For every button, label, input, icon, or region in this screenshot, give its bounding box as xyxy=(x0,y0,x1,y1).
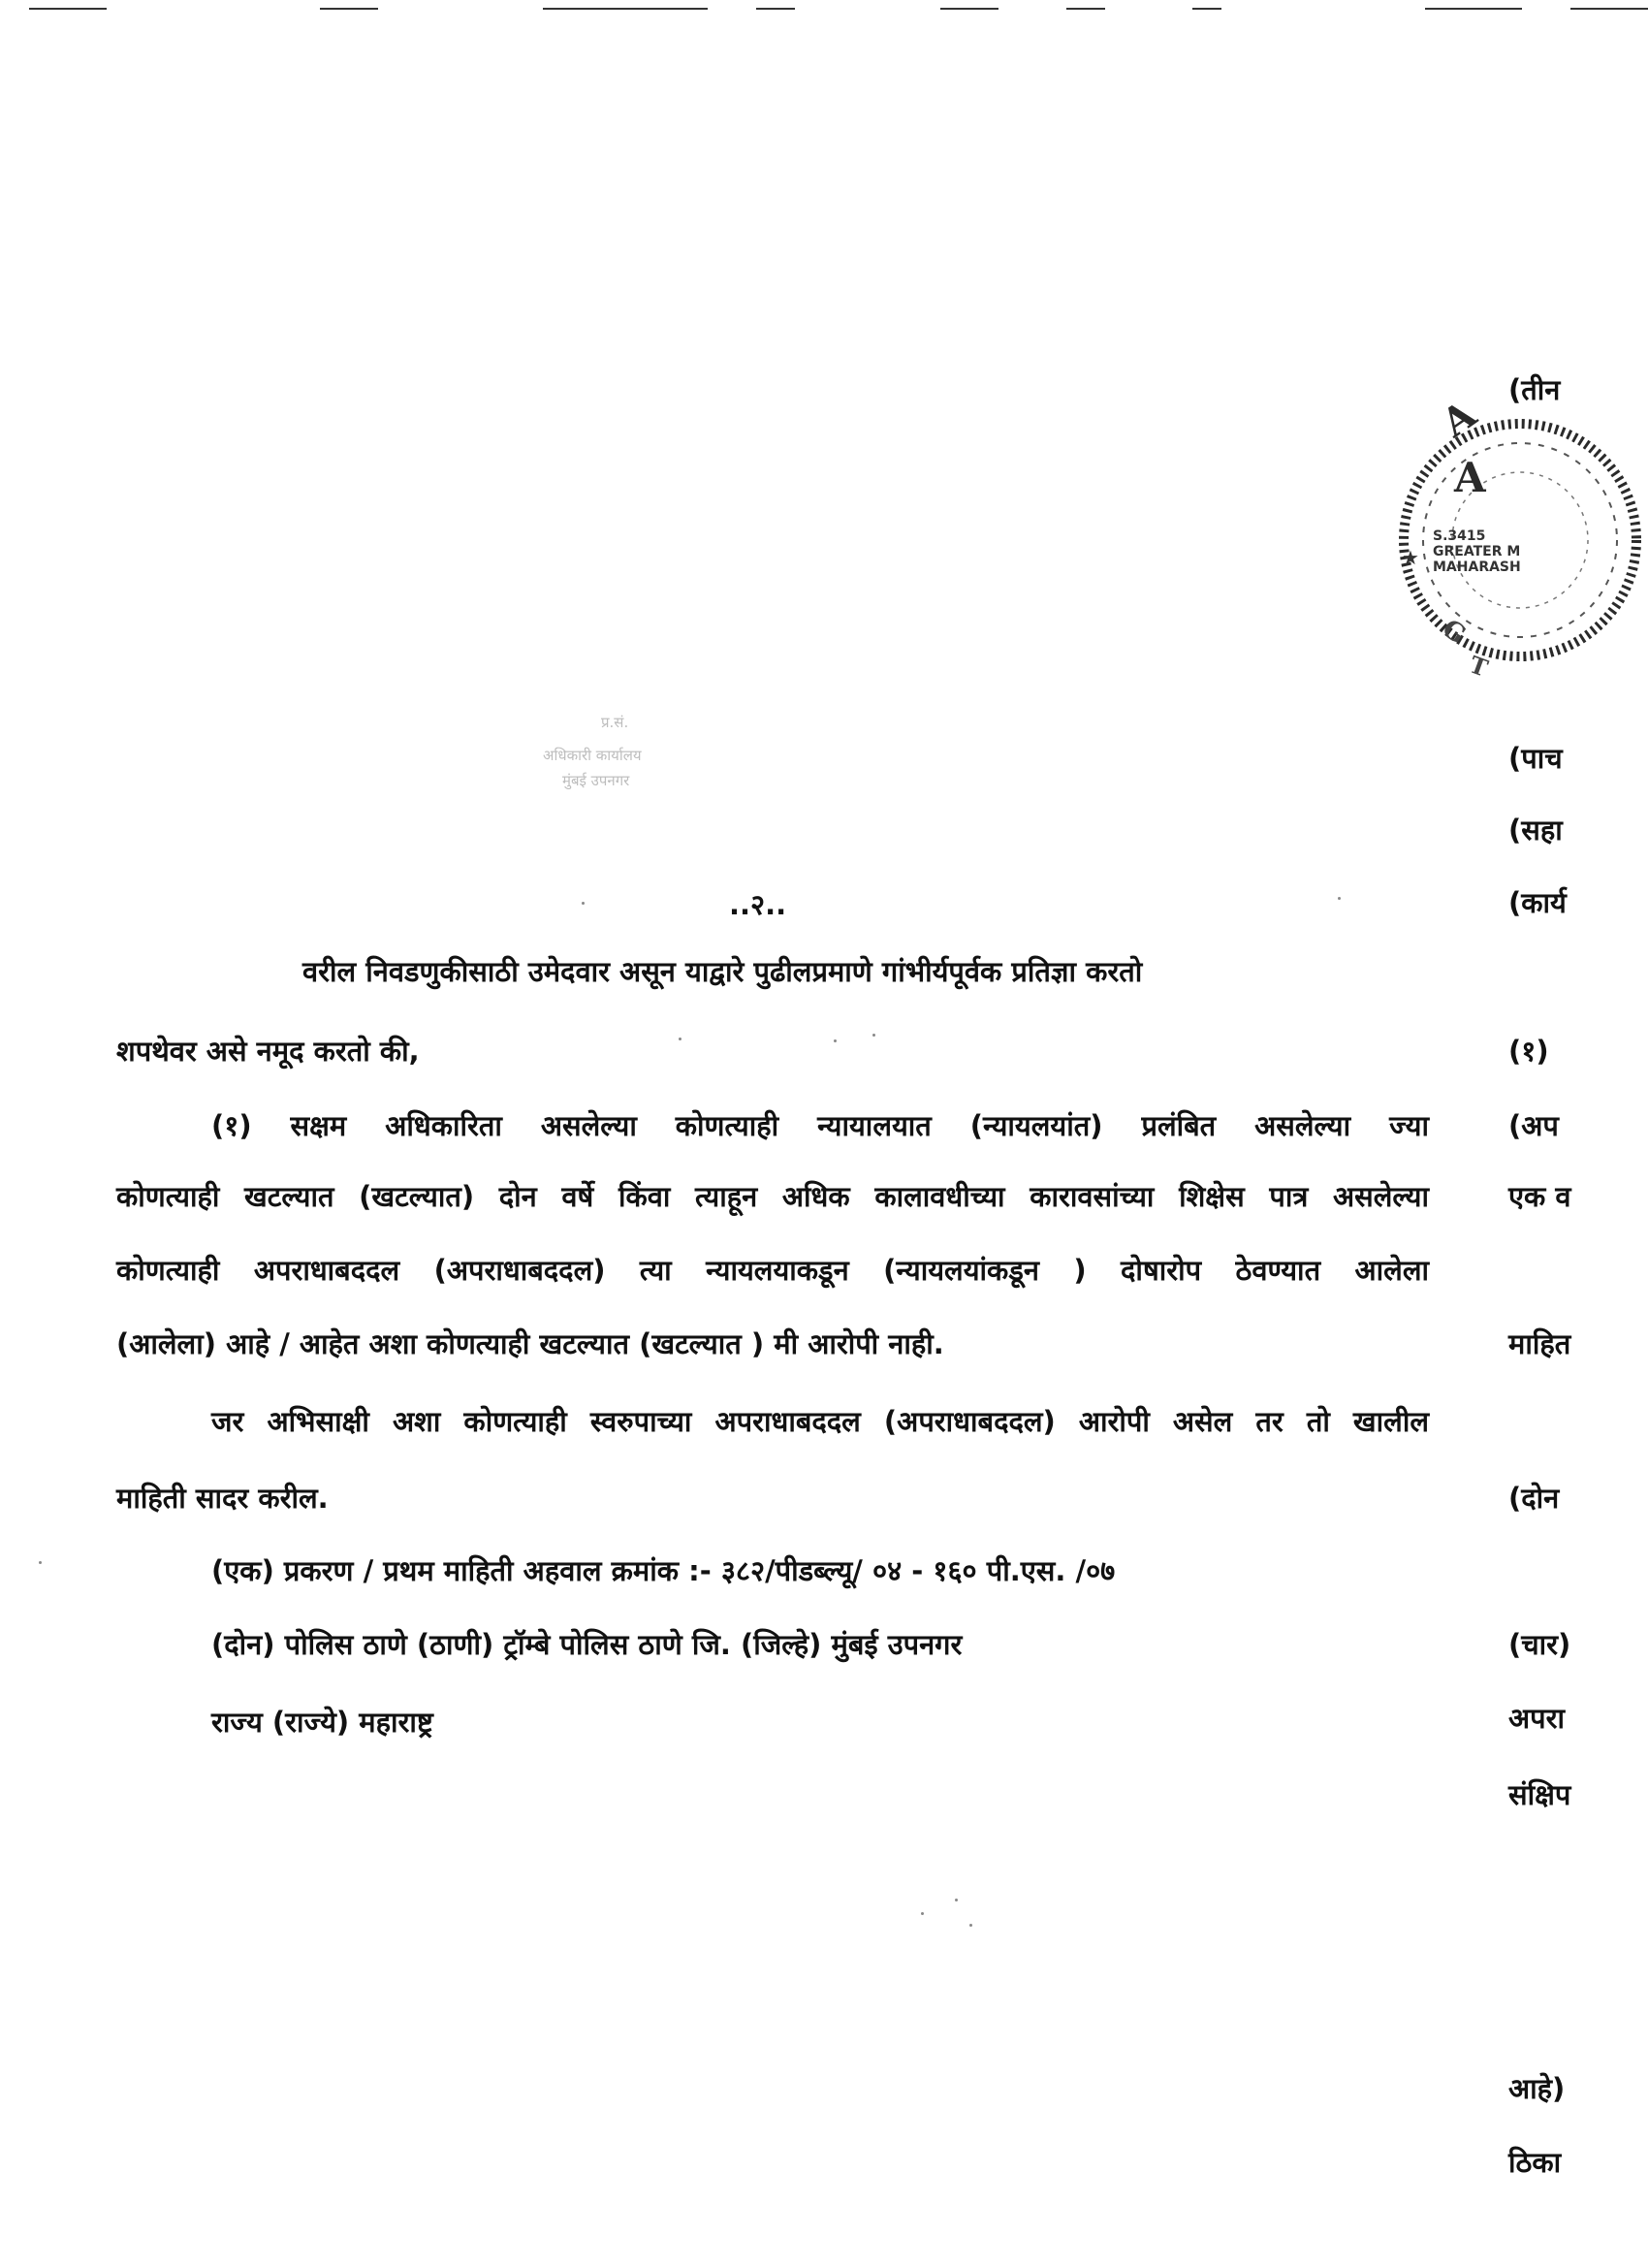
item-state: राज्य (राज्ये) महाराष्ट्र xyxy=(211,1706,433,1739)
margin-fragment: (अप xyxy=(1508,1109,1559,1142)
margin-fragment: (दोन xyxy=(1508,1482,1560,1515)
scan-speck xyxy=(921,1912,924,1915)
stamp-text: GREATER M xyxy=(1433,544,1521,559)
scan-edge-mark xyxy=(1570,8,1648,10)
svg-text:G: G xyxy=(1436,614,1472,651)
scan-edge-mark xyxy=(1192,8,1221,10)
scan-edge-mark xyxy=(320,8,378,10)
margin-fragment: (तीन xyxy=(1508,373,1561,406)
svg-text:T: T xyxy=(1465,650,1492,683)
scan-speck xyxy=(834,1039,837,1042)
para1-line4: (आलेला) आहे / आहेत अशा कोणत्याही खटल्यात (खटल्यात ) मी आरोपी नाही. xyxy=(116,1327,944,1360)
svg-text:A: A xyxy=(1454,454,1486,501)
scan-edge-mark xyxy=(29,8,107,10)
faint-stamp-impression xyxy=(543,713,642,790)
margin-fragment: एक व xyxy=(1508,1180,1571,1213)
margin-fragment: अपरा xyxy=(1508,1702,1566,1735)
faint-stamp-line: अधिकारी कार्यालय xyxy=(543,747,642,764)
svg-text:★: ★ xyxy=(1402,546,1419,569)
svg-text:A: A xyxy=(1433,391,1485,447)
scan-edge-mark xyxy=(1066,8,1105,10)
faint-stamp-line: प्र.सं. xyxy=(601,714,629,731)
margin-fragment: (कार्य xyxy=(1508,886,1567,919)
scan-edge-mark xyxy=(1425,8,1522,10)
margin-fragment: माहित xyxy=(1508,1327,1571,1360)
scan-edge-mark xyxy=(543,8,708,10)
item-police-station: (दोन) पोलिस ठाणे (ठाणी) ट्रॉम्बे पोलिस ठाणे जि. (जिल्हे) मुंबई उपनगर xyxy=(211,1628,963,1661)
margin-fragment: ठिका xyxy=(1508,2146,1562,2179)
scan-edge-mark xyxy=(940,8,998,10)
scan-speck xyxy=(582,902,585,905)
scan-speck xyxy=(679,1038,681,1040)
item-case-number: (एक) प्रकरण / प्रथम माहिती अहवाल क्रमांक :- ३८२/पीडब्ल्यू/ ०४ - १६० पी.एस. /०७ xyxy=(211,1554,1116,1587)
stamp-text: MAHARASH xyxy=(1433,559,1521,575)
scan-speck xyxy=(872,1034,875,1037)
document-heading: वरील निवडणुकीसाठी उमेदवार असून याद्वारे पुढीलप्रमाणे गांभीर्यपूर्वक प्रतिज्ञा करतो xyxy=(302,955,1143,988)
margin-fragment: आहे) xyxy=(1508,2072,1566,2105)
para2-line1: जर अभिसाक्षी अशा कोणत्याही स्वरुपाच्या अपराधाबददल (अपराधाबददल) आरोपी असेल तर तो खालील xyxy=(211,1405,1429,1438)
margin-fragment: (पाच xyxy=(1508,742,1563,775)
page-number: ..२.. xyxy=(729,888,787,921)
margin-fragment: (चार) xyxy=(1508,1628,1571,1661)
margin-fragment: (१) xyxy=(1508,1035,1549,1068)
para1-line2: कोणत्याही खटल्यात (खटल्यात) दोन वर्षे किंवा त्याहून अधिक कालावधीच्या कारावसांच्या शिक्षेस पात्र असलेल्या xyxy=(116,1180,1429,1213)
faint-stamp-line: मुंबई उपनगर xyxy=(562,772,630,789)
stamp-text: S.3415 xyxy=(1433,528,1486,544)
scan-speck xyxy=(1338,897,1341,900)
scan-speck xyxy=(955,1899,958,1901)
intro-line: शपथेवर असे नमूद करतो की, xyxy=(116,1035,420,1068)
scan-speck xyxy=(39,1561,42,1564)
margin-fragment: (सहा xyxy=(1508,814,1563,847)
scan-edge-mark xyxy=(756,8,795,10)
scan-speck xyxy=(969,1924,972,1927)
official-seal-stamp xyxy=(1365,361,1648,719)
para1-line1: (१) सक्षम अधिकारिता असलेल्या कोणत्याही न्यायालयात (न्यायलयांत) प्रलंबित असलेल्या ज्या xyxy=(211,1109,1429,1142)
para2-line2: माहिती सादर करील. xyxy=(116,1482,329,1515)
margin-fragment: संक्षिप xyxy=(1508,1778,1571,1811)
para1-line3: कोणत्याही अपराधाबददल (अपराधाबददल) त्या न्यायलयाकडून (न्यायलयांकडून ) दोषारोप ठेवण्यात आलेला xyxy=(116,1254,1429,1287)
